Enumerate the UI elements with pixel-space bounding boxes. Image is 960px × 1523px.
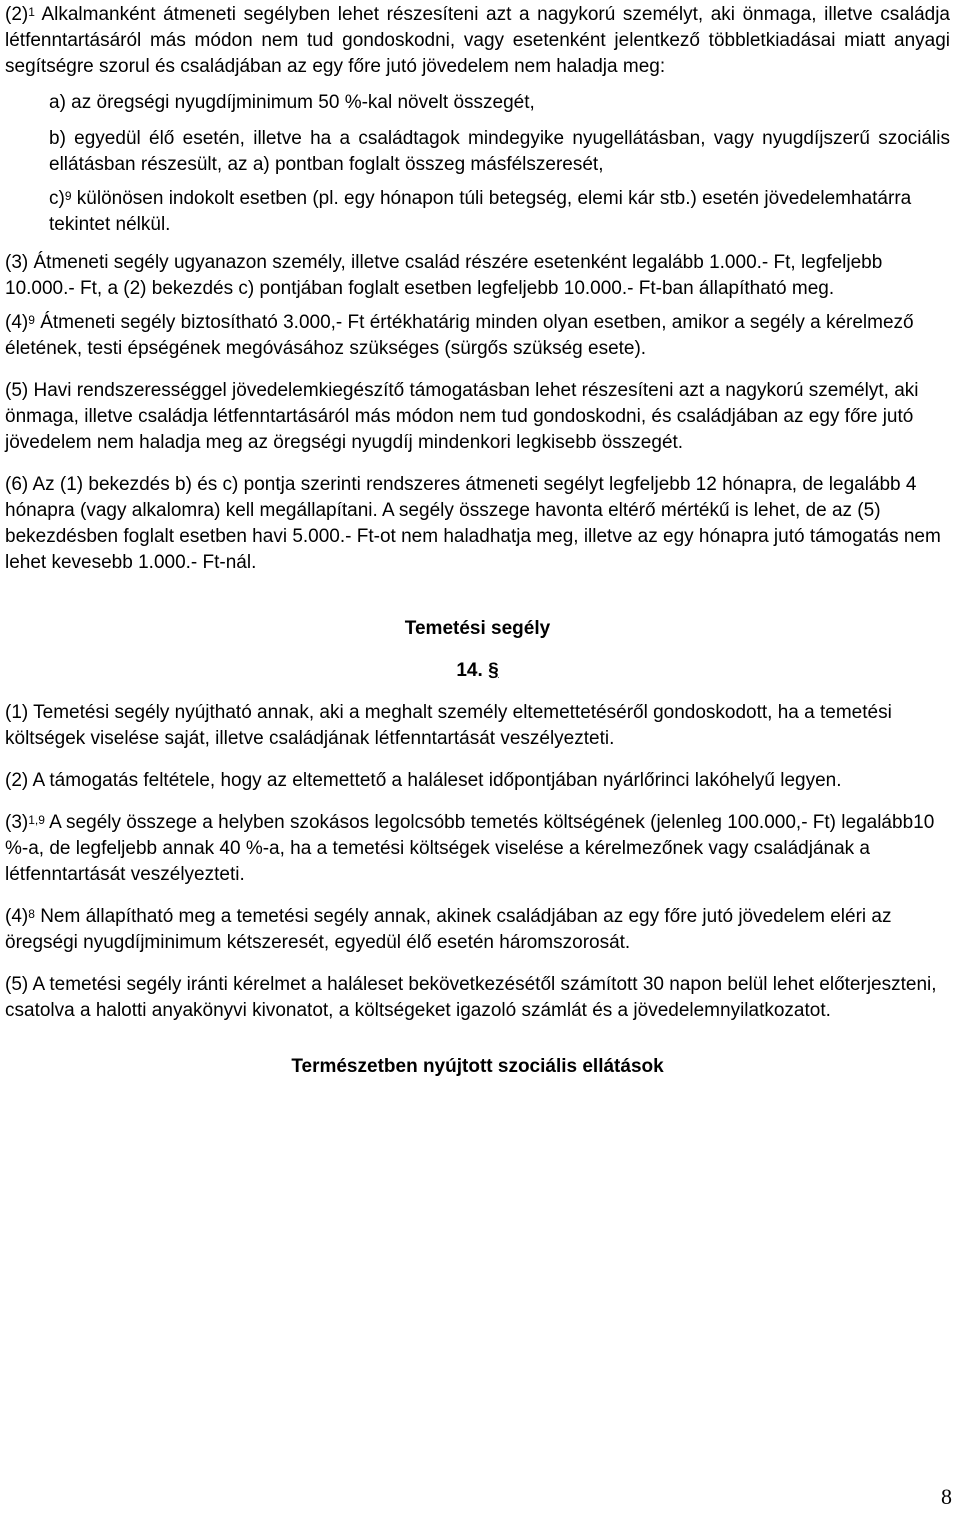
item-b: b) egyedül élő esetén, illetve ha a családtagok mindegyike nyugellátásban, vagy nyugdíjszerű szociális ellátásban részesült, az a) pontban foglalt összeg másfélszeresét, <box>49 128 950 175</box>
footnote-ref: 9 <box>28 313 35 327</box>
paragraph-6: (6) Az (1) bekezdés b) és c) pontja szerinti rendszeres átmeneti segélyt legfeljebb 12 hónapra, de legalább 4 hónapra (vagy alkalomra) kell megállapítani. A segély összege havonta eltérő mértékű is lehet, de az (5) bekezdésben foglalt esetben havi 5.000.- Ft-ot nem haladhatja meg, illetve az egy hónapra jutó támogatás nem lehet kevesebb 1.000.- Ft-nál. <box>5 474 941 573</box>
paragraph-4 <box>5 310 950 362</box>
section-heading-in-kind: Természetben nyújtott szociális ellátások <box>291 1056 664 1077</box>
item-text: különösen indokolt esetben (pl. egy hónapon túli betegség, elemi kár stb.) esetén jövedelemhatárra tekintet nélkül. <box>49 188 912 235</box>
paragraph-text: Nem állapítható meg a temetési segély annak, akinek családjában az egy főre jutó jövedelem eléri az öregségi nyugdíjminimum kétszeresét, egyedül élő esetén háromszorosát. <box>5 906 892 953</box>
funeral-paragraph-3 <box>5 810 950 888</box>
funeral-paragraph-2: (2) A támogatás feltétele, hogy az eltemettető a haláleset időpontjában nyárlőrinci lakóhelyű legyen. <box>5 770 842 791</box>
document-page <box>5 0 950 1080</box>
item-label: c) <box>49 188 65 209</box>
footnote-ref: 1 <box>28 5 35 19</box>
footnote-ref: 1,9 <box>28 813 45 827</box>
item-a: a) az öregségi nyugdíjminimum 50 %-kal növelt összegét, <box>49 92 535 113</box>
item-c <box>5 186 950 238</box>
section-sign: § <box>488 660 499 681</box>
paragraph-text: Átmeneti segély biztosítható 3.000,- Ft értékhatárig minden olyan esetben, amikor a segély a kérelmező életének, testi épségének megóvásához szükséges (sürgős szükség esete). <box>5 312 914 359</box>
funeral-paragraph-1: (1) Temetési segély nyújtható annak, aki a meghalt személy eltemettetéséről gondoskodott, ha a temetési költségek viselése saját, illetve családjának létfenntartását veszélyezteti. <box>5 702 892 749</box>
funeral-paragraph-5: (5) A temetési segély iránti kérelmet a haláleset bekövetkezésétől számított 30 napon belül lehet előterjeszteni, csatolva a halotti anyakönyvi kivonatot, a költségeket igazoló számlát és a jövedelemnyilatkozatot. <box>5 974 937 1021</box>
paragraph-text: A segély összege a helyben szokásos legolcsóbb temetés költségének (jelenleg 100.000,- Ft) legalább10 %-a, de legfeljebb annak 40 %-a, ha a temetési költségek viselése a kérelmezőnek vagy családjának a létfenntartását veszélyezteti. <box>5 812 935 885</box>
paragraph-text: Alkalmanként átmeneti segélyben lehet részesíteni azt a nagykorú személyt, aki önmaga, illetve családja létfenntartásáról más módon nem tud gondoskodni, vagy esetenként jelentkező többletkiadásai miatt anyagi segítségre szorul és családjában az egy főre jutó jövedelem nem haladja meg: <box>5 4 950 77</box>
paragraph-label: (4) <box>5 312 29 333</box>
paragraph-5: (5) Havi rendszerességgel jövedelemkiegészítő támogatásban lehet részesíteni azt a nagykorú személyt, aki önmaga, illetve családja létfenntartásáról más módon nem tud gondoskodni, és családjában az egy főre jutó jövedelem nem haladja meg az öregségi nyugdíj mindenkori legkisebb összegét. <box>5 380 919 453</box>
paragraph-label: (3) <box>5 812 29 833</box>
section-heading-funeral: Temetési segély <box>404 618 551 639</box>
funeral-paragraph-4 <box>5 904 950 956</box>
section-number <box>5 658 950 684</box>
paragraph-3: (3) Átmeneti segély ugyanazon személy, illetve család részére esetenként legalább 1.000.- Ft, legfeljebb 10.000.- Ft, a (2) bekezdés c) pontjában foglalt esetben legfeljebb 10.000.- Ft-ban állapítható meg. <box>5 252 883 299</box>
paragraph-label: (2) <box>5 4 29 25</box>
page-number: 8 <box>941 1484 952 1509</box>
paragraph-2 <box>5 2 950 80</box>
paragraph-label: (4) <box>5 906 29 927</box>
footnote-ref: 9 <box>64 189 72 203</box>
footnote-ref: 8 <box>28 907 35 921</box>
section-number-value: 14. <box>456 660 483 681</box>
